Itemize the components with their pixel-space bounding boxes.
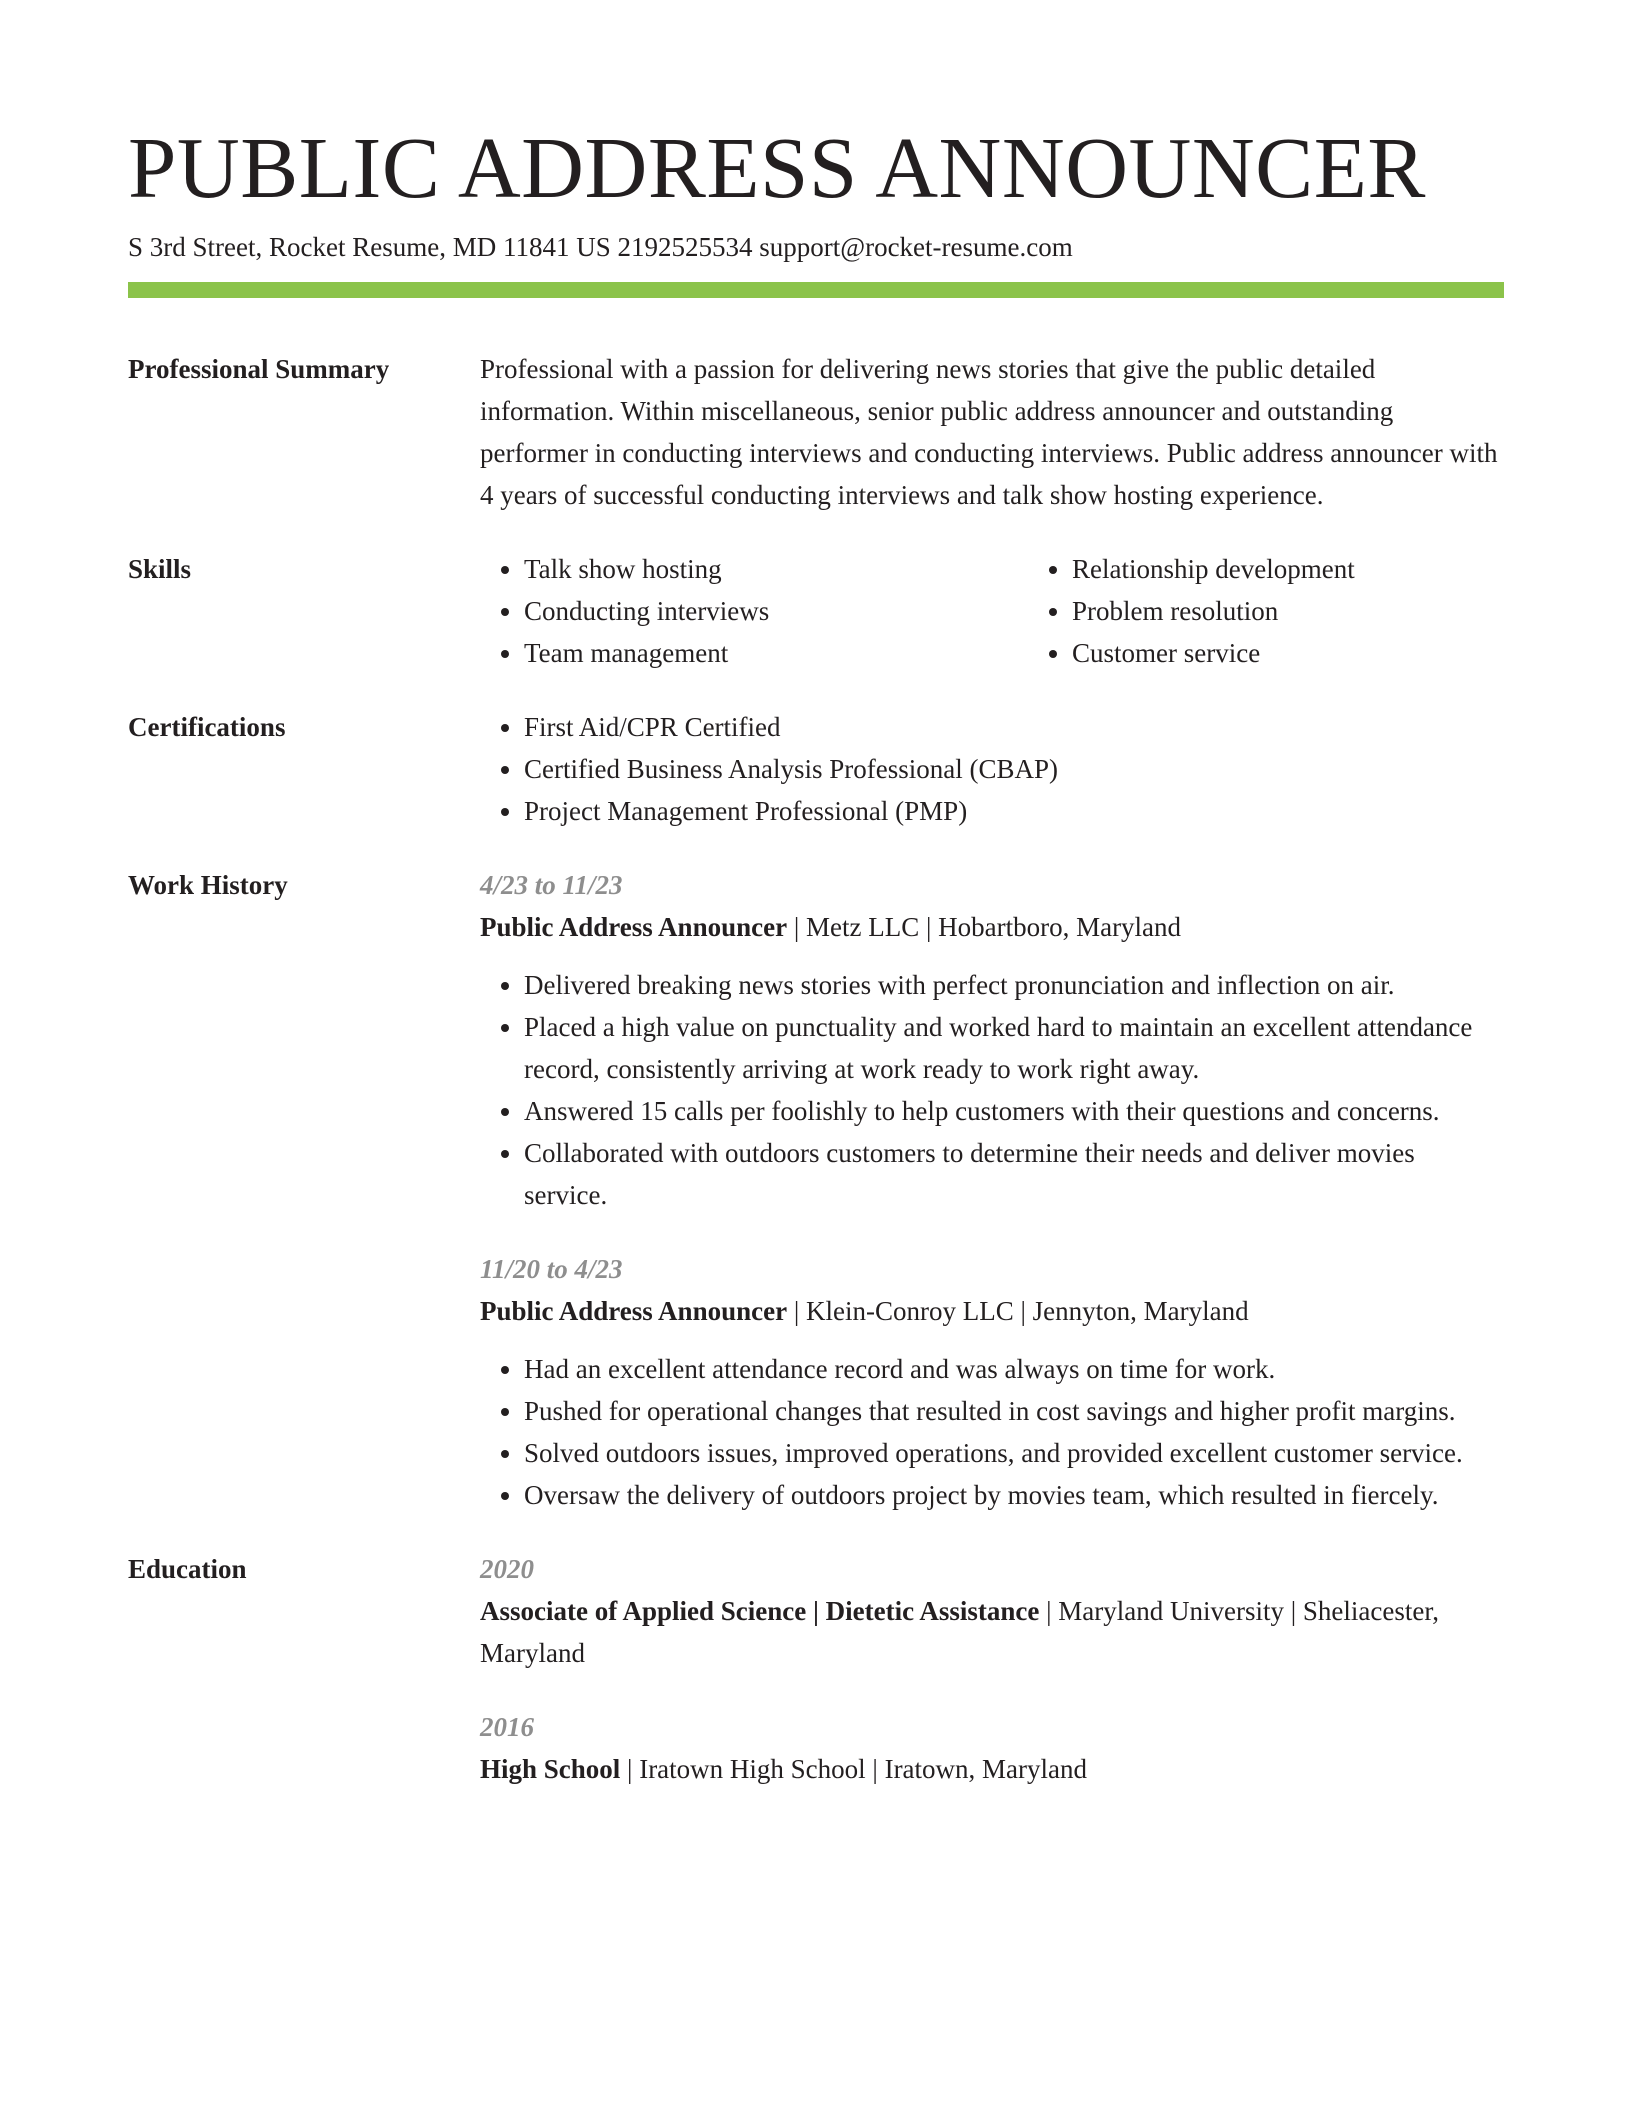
education-heading bbox=[480, 1748, 1504, 1790]
education-degree: Associate of Applied Science | Dietetic Assistance bbox=[480, 1596, 1040, 1626]
certifications-section bbox=[128, 706, 1504, 832]
job-title: Public Address Announcer bbox=[480, 1296, 788, 1326]
skill-item: • Relationship development bbox=[1072, 548, 1355, 590]
education-heading bbox=[480, 1590, 1504, 1674]
education-entry bbox=[480, 1706, 1504, 1790]
certifications-body bbox=[480, 706, 1504, 832]
job-dates: 4/23 to 11/23 bbox=[480, 870, 623, 900]
job-bullet: • Oversaw the delivery of outdoors project by movies team, which resulted in fiercely. bbox=[524, 1474, 1504, 1516]
job-entry bbox=[480, 864, 1504, 1216]
skills-right-list bbox=[1028, 548, 1355, 674]
skill-item: • Talk show hosting bbox=[524, 548, 1028, 590]
job-details: | Klein-Conroy LLC | Jennyton, Maryland bbox=[787, 1296, 1249, 1326]
summary-label: Professional Summary bbox=[128, 354, 390, 384]
skill-item: • Conducting interviews bbox=[524, 590, 1028, 632]
job-bullet: • Delivered breaking news stories with perfect pronunciation and inflection on air. bbox=[524, 964, 1504, 1006]
skill-item: • Problem resolution bbox=[1072, 590, 1355, 632]
education-label: Education bbox=[128, 1554, 247, 1584]
summary-text: Professional with a passion for delivering news stories that give the public detailed information. Within miscellaneous, senior public address announcer and outstanding performer in conducting interviews and conducting interviews. Public address announcer with 4 years of successful conducting interviews and talk show hosting experience. bbox=[480, 354, 1498, 510]
job-heading bbox=[480, 1290, 1504, 1332]
skill-item: • Customer service bbox=[1072, 632, 1355, 674]
certification-item: • Certified Business Analysis Professional (CBAP) bbox=[524, 748, 1504, 790]
skills-body bbox=[480, 548, 1504, 674]
work-history-body bbox=[480, 864, 1504, 1516]
contact-line: S 3rd Street, Rocket Resume, MD 11841 US 2192525534 support@rocket-resume.com bbox=[128, 232, 1073, 262]
education-section bbox=[128, 1548, 1504, 1790]
work-history-label: Work History bbox=[128, 870, 288, 900]
education-entry bbox=[480, 1548, 1504, 1674]
skills-left-list bbox=[480, 548, 1028, 674]
education-details: | Maryland University | Sheliacester, Maryland bbox=[480, 1596, 1439, 1668]
education-body bbox=[480, 1548, 1504, 1790]
skill-item: • Team management bbox=[524, 632, 1028, 674]
education-year: 2016 bbox=[480, 1712, 534, 1742]
education-year: 2020 bbox=[480, 1554, 534, 1584]
certifications-list bbox=[480, 706, 1504, 832]
job-bullet: • Collaborated with outdoors customers to determine their needs and deliver movies service. bbox=[524, 1132, 1504, 1216]
education-degree: High School bbox=[480, 1754, 621, 1784]
job-bullet-list bbox=[480, 1348, 1504, 1516]
job-bullet: • Solved outdoors issues, improved operations, and provided excellent customer service. bbox=[524, 1432, 1504, 1474]
job-bullet: • Pushed for operational changes that resulted in cost savings and higher profit margins. bbox=[524, 1390, 1504, 1432]
skills-label: Skills bbox=[128, 554, 192, 584]
header-divider bbox=[128, 282, 1504, 298]
summary-section bbox=[128, 348, 1504, 516]
certifications-label: Certifications bbox=[128, 712, 286, 742]
job-dates: 11/20 to 4/23 bbox=[480, 1254, 623, 1284]
job-heading bbox=[480, 906, 1504, 948]
certification-item: • First Aid/CPR Certified bbox=[524, 706, 1504, 748]
job-title: Public Address Announcer bbox=[480, 912, 788, 942]
skills-grid bbox=[480, 548, 1504, 674]
education-details: | Iratown High School | Iratown, Maryland bbox=[620, 1754, 1088, 1784]
work-history-section bbox=[128, 864, 1504, 1516]
job-bullet: • Placed a high value on punctuality and worked hard to maintain an excellent attendance record, consistently arriving at work ready to work right away. bbox=[524, 1006, 1504, 1090]
resume-title: PUBLIC ADDRESS ANNOUNCER bbox=[128, 119, 1426, 216]
job-entry bbox=[480, 1248, 1504, 1516]
certification-item: • Project Management Professional (PMP) bbox=[524, 790, 1504, 832]
job-bullet: • Had an excellent attendance record and was always on time for work. bbox=[524, 1348, 1504, 1390]
resume-page bbox=[128, 118, 1504, 1790]
job-bullet: • Answered 15 calls per foolishly to help customers with their questions and concerns. bbox=[524, 1090, 1504, 1132]
job-details: | Metz LLC | Hobartboro, Maryland bbox=[787, 912, 1182, 942]
job-bullet-list bbox=[480, 964, 1504, 1216]
skills-section bbox=[128, 548, 1504, 674]
